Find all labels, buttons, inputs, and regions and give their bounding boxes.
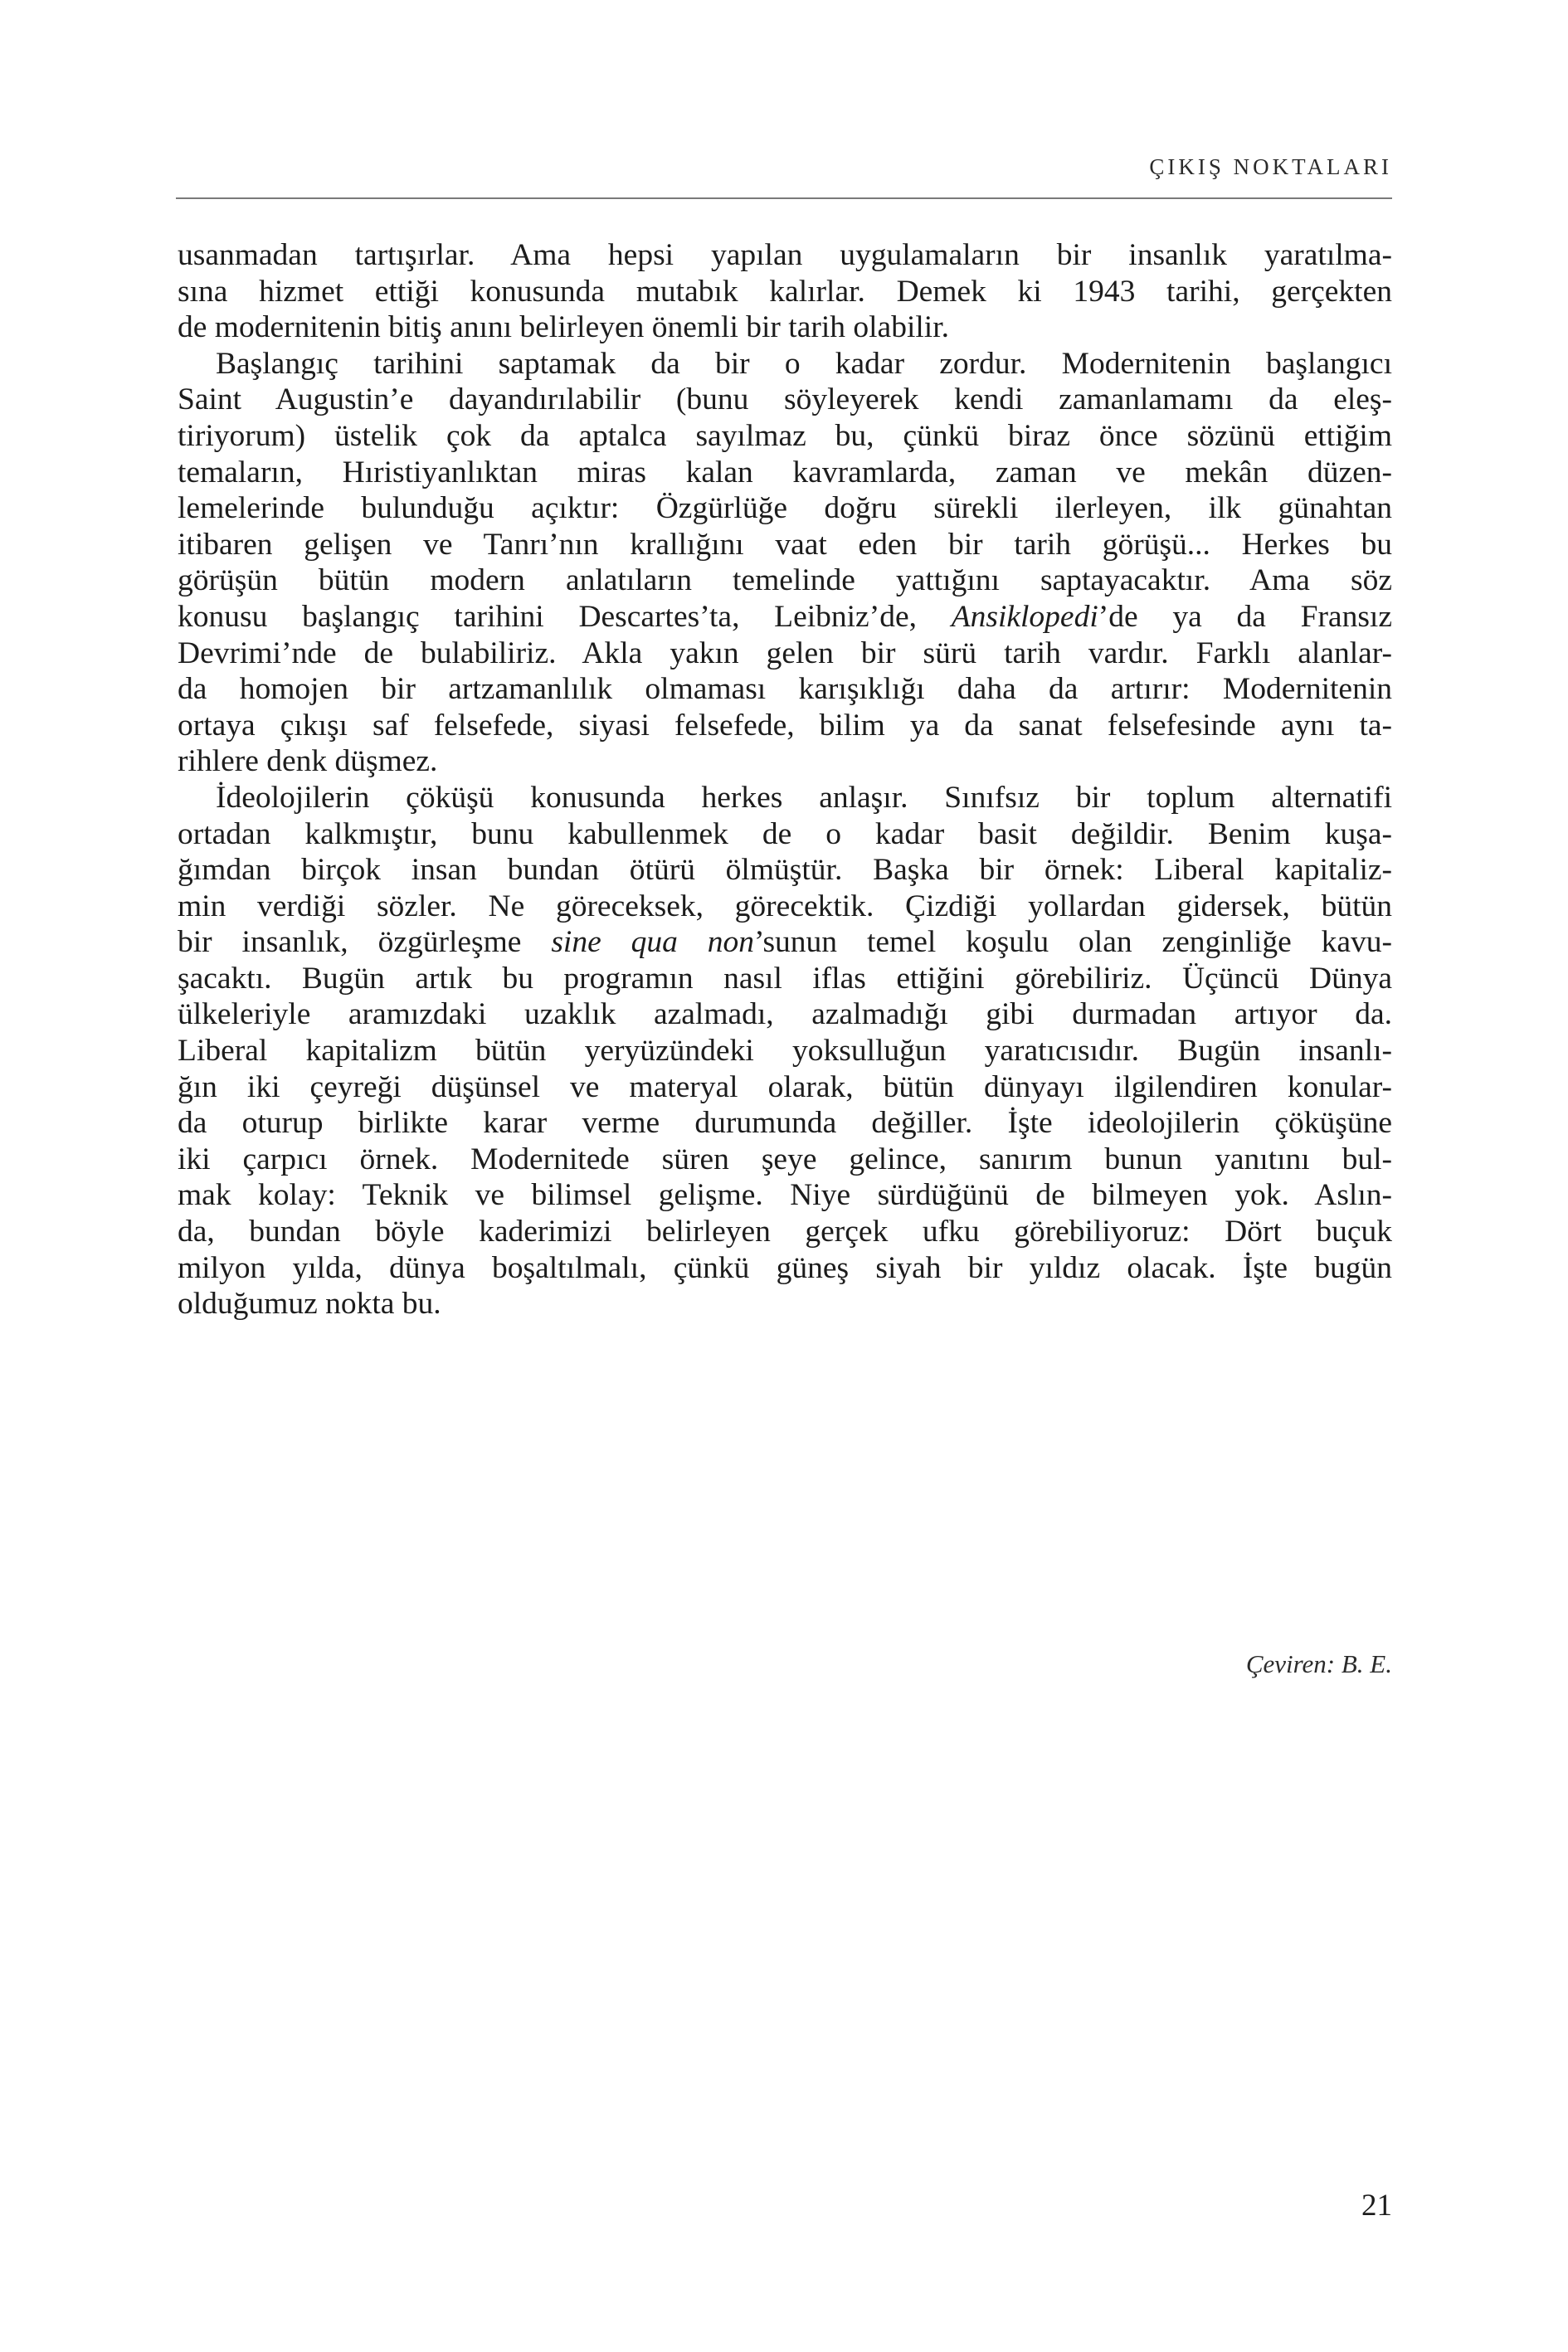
text-line: şacaktı. Bugün artık bu programın nasıl iflas ettiğini görebiliriz. Üçüncü Dünya (178, 961, 1392, 996)
text-line: ortadan kalkmıştır, bunu kabullenmek de o kadar basit değildir. Benim kuşa- (178, 816, 1392, 851)
text-line: temaların, Hıristiyanlıktan miras kalan kavramlarda, zaman ve mekân düzen- (178, 455, 1392, 489)
text-segment: bir insanlık, özgürleşme (178, 925, 552, 960)
text-line: Devrimi’nde de bulabiliriz. Akla yakın gelen bir sürü tarih vardır. Farklı alanlar- (178, 635, 1392, 670)
header-rule (176, 197, 1392, 199)
text-line: usanmadan tartışırlar. Ama hepsi yapılan uygulamaların bir insanlık yaratılma- (178, 238, 1392, 272)
text-line: da, bundan böyle kaderimizi belirleyen gerçek ufku görebiliyoruz: Dört buçuk (178, 1215, 1392, 1249)
body-text (178, 237, 1392, 1322)
translator-signature: Çeviren: B. E. (1245, 1649, 1392, 1678)
page-number: 21 (1361, 2189, 1392, 2223)
paragraph (178, 780, 1392, 1322)
text-line: ortaya çıkışı saf felsefede, siyasi felsefede, bilim ya da sanat felsefesinde aynı ta- (178, 708, 1392, 743)
text-segment: ’de ya da Fransız (1098, 599, 1392, 634)
text-line: ülkeleriyle aramızdaki uzaklık azalmadı, azalmadığı gibi durmadan artıyor da. (178, 997, 1392, 1032)
text-line: Liberal kapitalizm bütün yeryüzündeki yoksulluğun yaratıcısıdır. Bugün insanlı- (178, 1034, 1392, 1069)
text-line: de modernitenin bitiş anını belirleyen önemli bir tarih olabilir. (178, 310, 949, 345)
text-line (178, 599, 1392, 635)
text-line: lemelerinde bulunduğu açıktır: Özgürlüğe doğru sürekli ilerleyen, ilk günahtan (178, 491, 1392, 526)
text-line: da homojen bir artzamanlılık olmaması karışıklığı daha da artırır: Modernitenin (178, 672, 1392, 707)
text-segment: ’sunun temel koşulu olan zenginliğe kavu- (754, 925, 1392, 960)
text-line: ğımdan birçok insan bundan ötürü ölmüştür. Başka bir örnek: Liberal kapitaliz- (178, 853, 1392, 888)
text-line: Saint Augustin’e dayandırılabilir (bunu söyleyerek kendi zamanlamamı da eleş- (178, 382, 1392, 417)
text-line: min verdiği sözler. Ne göreceksek, görecektik. Çizdiği yollardan gidersek, bütün (178, 889, 1392, 923)
text-line: olduğumuz nokta bu. (178, 1287, 441, 1322)
italic-term: Ansiklopedi (951, 599, 1098, 634)
text-line: tiriyorum) üstelik çok da aptalca sayılmaz bu, çünkü biraz önce sözünü ettiğim (178, 418, 1392, 453)
text-line (178, 924, 1392, 961)
paragraph (178, 237, 1392, 346)
text-line: da oturup birlikte karar verme durumunda değiller. İşte ideolojilerin çöküşüne (178, 1106, 1392, 1141)
text-line: milyon yılda, dünya boşaltılmalı, çünkü güneş siyah bir yıldız olacak. İşte bugün (178, 1250, 1392, 1285)
italic-term: sine qua non (551, 925, 755, 960)
paragraph (178, 346, 1392, 780)
text-line: iki çarpıcı örnek. Modernitede süren şeye gelince, sanırım bunun yanıtını bul- (178, 1142, 1392, 1176)
text-line: Başlangıç tarihini saptamak da bir o kadar zordur. Modernitenin başlangıcı (216, 346, 1392, 381)
text-line: görüşün bütün modern anlatıların temelinde yattığını saptayacaktır. Ama söz (178, 563, 1392, 598)
text-line: mak kolay: Teknik ve bilimsel gelişme. Niye sürdüğünü de bilmeyen yok. Aslın- (178, 1178, 1392, 1213)
text-line: İdeolojilerin çöküşü konusunda herkes anlaşır. Sınıfsız bir toplum alternatifi (216, 780, 1392, 815)
running-head-title: ÇIKIŞ NOKTALARI (1149, 154, 1392, 179)
text-line: sına hizmet ettiği konusunda mutabık kalırlar. Demek ki 1943 tarihi, gerçekten (178, 274, 1392, 309)
text-segment: konusu başlangıç tarihini Descartes’ta, Leibniz’de, (178, 599, 952, 634)
text-line: rihlere denk düşmez. (178, 744, 438, 779)
text-line: itibaren gelişen ve Tanrı’nın krallığını vaat eden bir tarih görüşü... Herkes bu (178, 527, 1392, 562)
text-line: ğın iki çeyreği düşünsel ve materyal olarak, bütün dünyayı ilgilendiren konular- (178, 1069, 1392, 1104)
